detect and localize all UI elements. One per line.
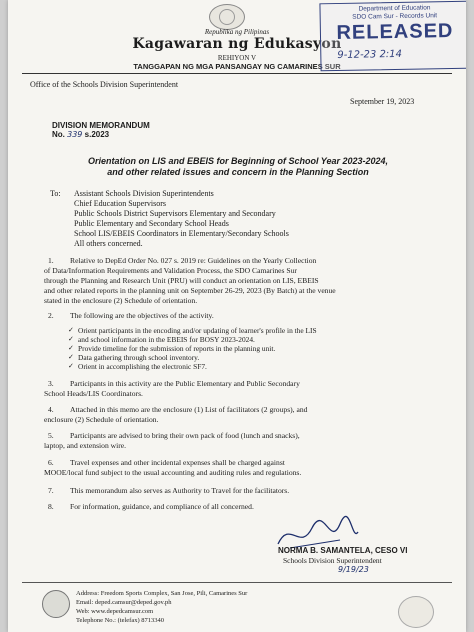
- memo-page: [8, 0, 466, 632]
- recipient-item: Assistant Schools Division Superintendents: [74, 189, 214, 198]
- to-label: To:: [50, 189, 61, 198]
- memo-number-value: 339: [67, 130, 83, 139]
- para1-line: and other related reports in the planning unit on September 26-29, 2023 (By Batch) at the venue: [44, 286, 336, 295]
- memo-number: [52, 130, 109, 139]
- footer-divider: [22, 582, 452, 583]
- signatory-handwritten-date: 9/19/23: [338, 565, 369, 574]
- para5-number: 5.: [48, 431, 54, 440]
- para1-line: through the Planning and Research Unit (PRU) will conduct an orientation on LIS, EBEIS: [44, 276, 319, 285]
- memo-number-prefix: No.: [52, 130, 65, 139]
- para3-line: School Heads/LIS Coordinators.: [44, 389, 143, 398]
- para1-line: of Data/Information Requirements and Validation Process, the SDO Camarines Sur: [44, 266, 297, 275]
- para4-line: enclosure (2) Schedule of orientation.: [44, 415, 159, 424]
- para5-line: Participants are advised to bring their own pack of food (lunch and snacks),: [70, 431, 300, 440]
- header-republic: Republika ng Pilipinas: [204, 28, 270, 36]
- signatory-title: Schools Division Superintendent: [283, 556, 382, 565]
- released-stamp: [319, 1, 466, 72]
- division-logo-icon: [42, 590, 70, 618]
- footer-email: Email: deped.camsur@deped.gov.ph: [76, 599, 172, 606]
- header-department: Kagawaran ng Edukasyon: [132, 36, 342, 52]
- para6-line: MOOE/local fund subject to the usual accounting and auditing rules and regulations.: [44, 468, 302, 477]
- para5-line: laptop, and extension wire.: [44, 441, 127, 450]
- footer-telephone: Telephone No.: (telefax) 8713340: [76, 617, 164, 624]
- para4-number: 4.: [48, 405, 54, 414]
- recipient-item: All others concerned.: [74, 239, 143, 248]
- para6-number: 6.: [48, 458, 54, 467]
- subject-line: and other related issues and concern in the Planning Section: [107, 167, 369, 177]
- stamp-status: RELEASED: [336, 19, 454, 45]
- deped-seal-icon: [209, 4, 245, 30]
- para2-number: 2.: [48, 311, 54, 320]
- objective-item-continued: ✓ and school information in the EBEIS for BOSY 2023-2024.: [78, 335, 428, 344]
- para8-number: 8.: [48, 502, 54, 511]
- recipient-item: Public Elementary and Secondary School Heads: [74, 219, 229, 228]
- header-divider: [22, 73, 452, 74]
- para6-line: Travel expenses and other incidental expenses shall be charged against: [70, 458, 285, 467]
- objective-item: ✓ Orient in accomplishing the electronic SF7.: [78, 362, 428, 371]
- stamp-line2: SDO Cam Sur - Records Unit: [352, 12, 438, 21]
- certification-logo-icon: [398, 596, 434, 628]
- stamp-handwritten-date: 9-12-23 2:14: [337, 48, 403, 62]
- para2-text: The following are the objectives of the activity.: [70, 311, 214, 320]
- objective-item: ✓ Data gathering through school inventory.: [78, 353, 428, 362]
- para8-text: For information, guidance, and compliance of all concerned.: [70, 502, 254, 511]
- footer-website: Web: www.depedcamsur.com: [76, 608, 154, 615]
- office-line: Office of the Schools Division Superintendent: [30, 80, 179, 89]
- memo-date: September 19, 2023: [350, 97, 415, 106]
- subject-line: Orientation on LIS and EBEIS for Beginning of School Year 2023-2024,: [87, 156, 389, 166]
- para1-number: 1.: [48, 256, 54, 265]
- objective-item: ✓ Provide timeline for the submission of reports in the planning unit.: [78, 344, 428, 353]
- header-office: TANGGAPAN NG MGA PANSANGAY NG CAMARINES SUR: [133, 62, 341, 71]
- para1-line: stated in the enclosure (2) Schedule of orientation.: [44, 296, 198, 305]
- signatory-name: NORMA B. SAMANTELA, CESO VI: [278, 546, 408, 555]
- stamp-line1: Department of Education: [358, 4, 431, 13]
- memo-number-suffix: s.2023: [84, 130, 110, 139]
- memo-title: DIVISION MEMORANDUM: [52, 121, 150, 130]
- para3-number: 3.: [48, 379, 54, 388]
- header-region: REHIYON V: [217, 54, 257, 62]
- para4-line: Attached in this memo are the enclosure (1) List of facilitators (2 groups), and: [70, 405, 308, 414]
- para3-line: Participants in this activity are the Public Elementary and Public Secondary: [70, 379, 300, 388]
- para7-number: 7.: [48, 486, 54, 495]
- para1-line: Relative to DepEd Order No. 027 s. 2019 re: Guidelines on the Yearly Collection: [70, 256, 317, 265]
- para7-text: This memorandum also serves as Authority to Travel for the facilitators.: [70, 486, 290, 495]
- recipient-item: School LIS/EBEIS Coordinators in Elementary/Secondary Schools: [74, 229, 289, 238]
- recipient-item: Public Schools District Supervisors Elementary and Secondary: [74, 209, 276, 218]
- footer-address: Address: Freedom Sports Complex, San Jose, Pili, Camarines Sur: [76, 590, 248, 597]
- recipient-item: Chief Education Supervisors: [74, 199, 166, 208]
- objective-item: ✓ Orient participants in the encoding and/or updating of learner's profile in the LIS: [78, 326, 428, 335]
